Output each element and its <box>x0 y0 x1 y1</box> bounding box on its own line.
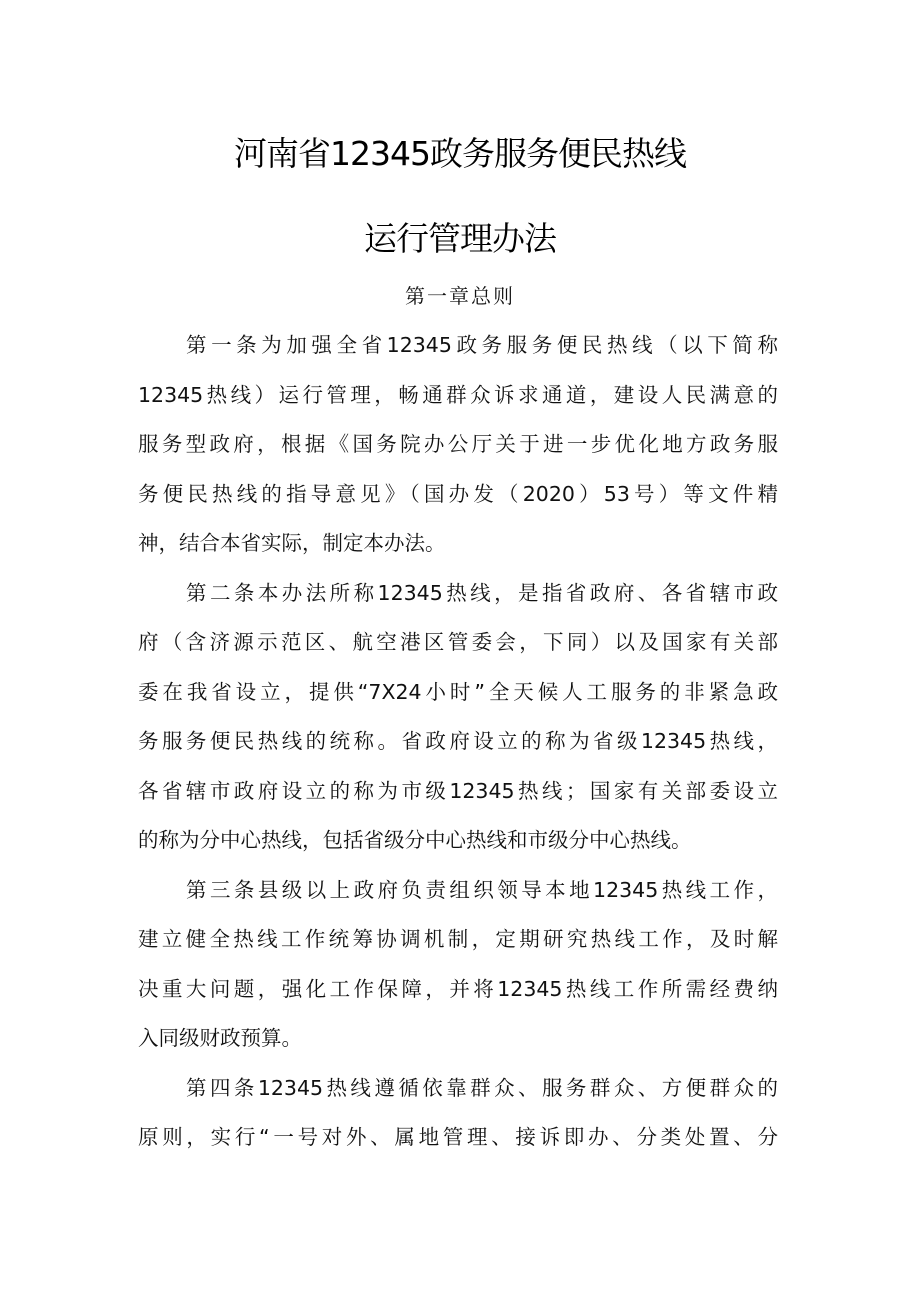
article-1-line-2: 12345热线）运行管理，畅通群众诉求通道，建设人民满意的 <box>138 382 778 407</box>
article-1-line-5: 神，结合本省实际，制定本办法。 <box>138 531 446 555</box>
chapter-heading: 第一章总则 <box>405 284 515 308</box>
article-2-line-1: 第二条本办法所称12345热线，是指省政府、各省辖市政 <box>186 580 778 605</box>
document-body <box>138 321 778 1163</box>
article-3-line-2: 建立健全热线工作统筹协调机制，定期研究热线工作，及时解 <box>138 927 778 951</box>
article-4-line-1: 第四条12345热线遵循依靠群众、服务群众、方便群众的 <box>186 1075 778 1100</box>
article-1-line-3: 服务型政府，根据《国务院办公厅关于进一步优化地方政务服 <box>138 432 778 456</box>
article-2 <box>138 569 778 866</box>
document-title-line-2: 运行管理办法 <box>364 219 556 258</box>
article-1 <box>138 321 778 569</box>
article-4 <box>138 1064 778 1163</box>
article-2-line-6: 的称为分中心热线，包括省级分中心热线和市级分中心热线。 <box>138 828 692 852</box>
article-3-line-4: 入同级财政预算。 <box>138 1026 302 1050</box>
article-2-line-3: 委在我省设立，提供“7X24小时”全天候人工服务的非紧急政 <box>138 679 778 704</box>
article-1-line-1: 第一条为加强全省12345政务服务便民热线（以下简称 <box>186 333 778 357</box>
article-1-line-4: 务便民热线的指导意见》（国办发（2020）53号）等文件精 <box>138 481 778 506</box>
article-3-line-1: 第三条县级以上政府负责组织领导本地12345热线工作， <box>186 877 778 902</box>
article-4-line-2: 原则，实行“一号对外、属地管理、接诉即办、分类处置、分 <box>138 1125 778 1149</box>
article-2-line-2: 府（含济源示范区、航空港区管委会，下同）以及国家有关部 <box>138 630 778 654</box>
article-3 <box>138 866 778 1064</box>
article-2-line-4: 务服务便民热线的统称。省政府设立的称为省级12345热线， <box>138 729 778 753</box>
article-3-line-3: 决重大问题，强化工作保障，并将12345热线工作所需经费纳 <box>138 976 778 1001</box>
article-2-line-5: 各省辖市政府设立的称为市级12345热线；国家有关部委设立 <box>138 778 778 803</box>
document-title-line-1: 河南省12345政务服务便民热线 <box>234 134 686 173</box>
